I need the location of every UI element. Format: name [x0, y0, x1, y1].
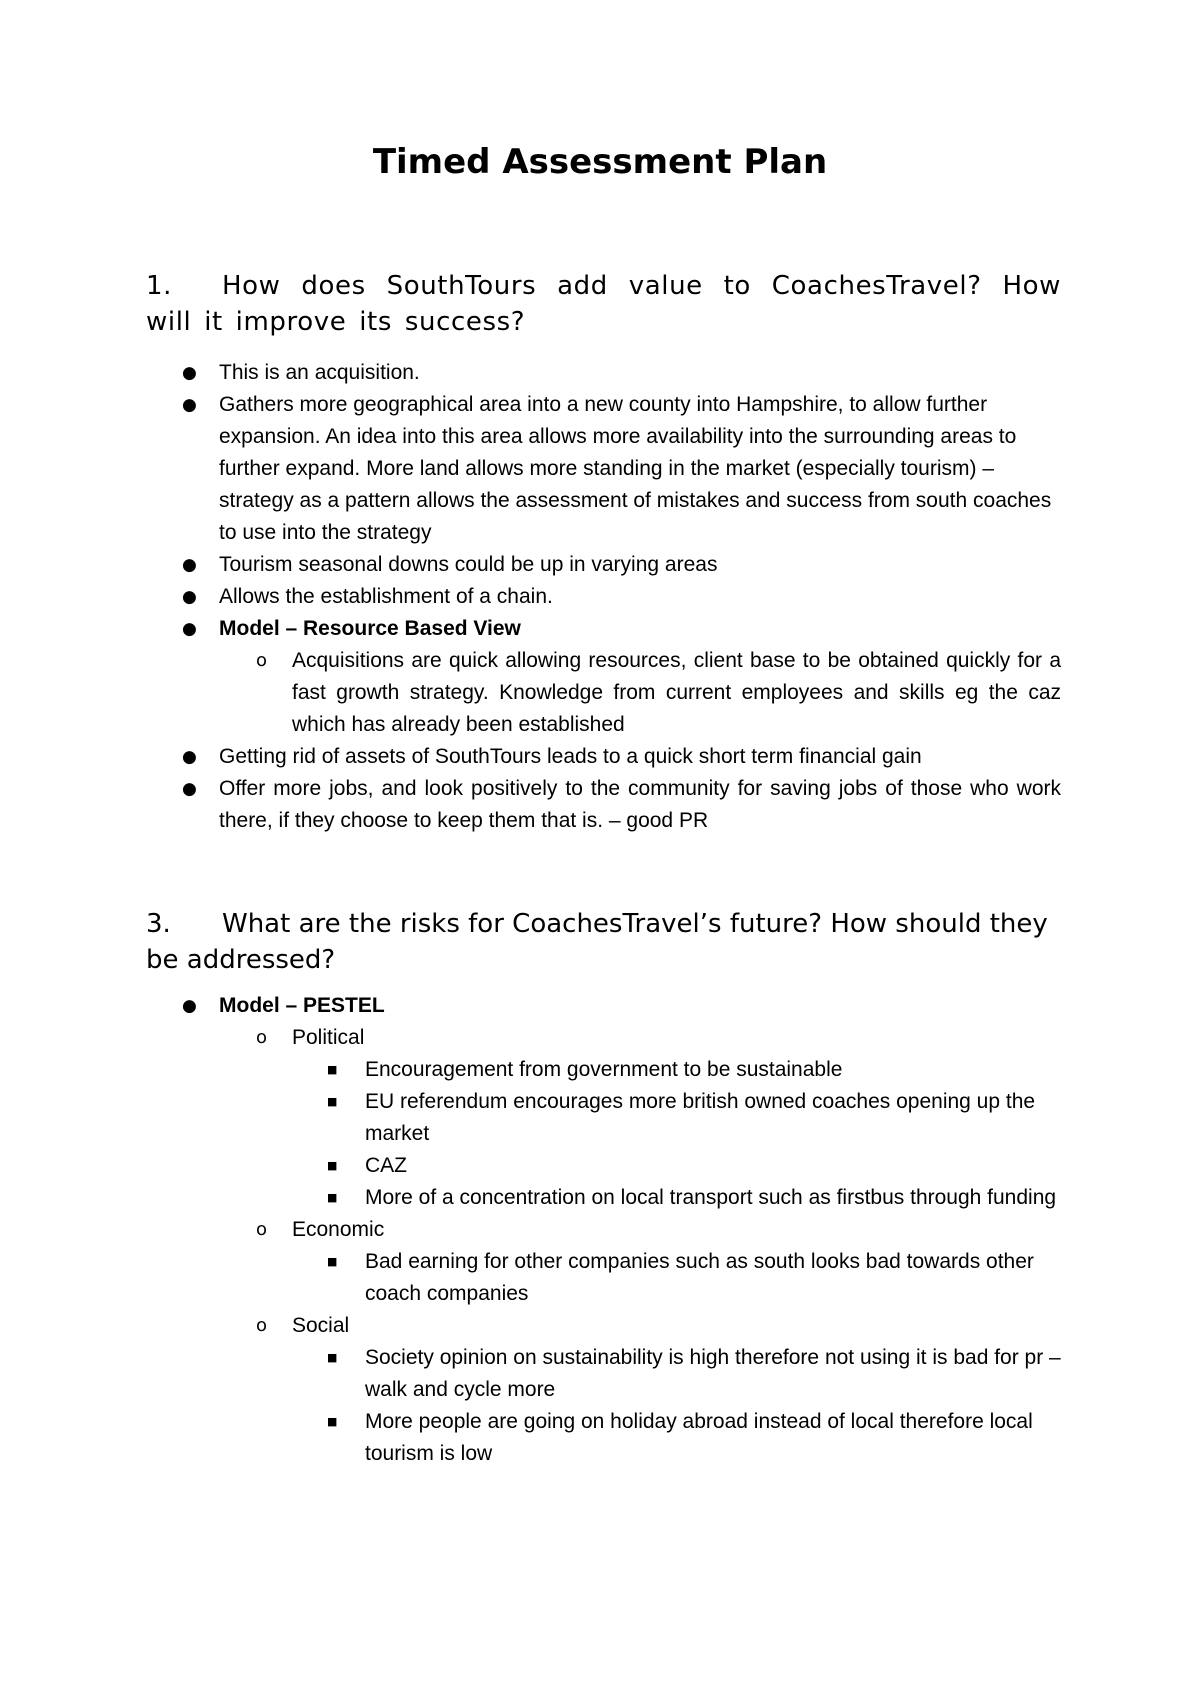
section-heading-text: What are the risks for CoachesTravel’s future? How should they be addressed? — [146, 909, 1048, 975]
list-item-model: ● Model – Resource Based View — [0, 613, 1061, 645]
square-bullet-icon: ■ — [327, 1351, 338, 1364]
list-item: ● Allows the establishment of a chain. — [0, 581, 1061, 613]
list-item: ● This is an acquisition. — [0, 357, 1061, 389]
circle-bullet-icon: o — [256, 1027, 268, 1048]
sub-list-item: o Acquisitions are quick allowing resources, client base to be obtained quickly for a fast growth strategy. Knowledge from current employees and skills eg the caz which has already been established — [0, 645, 1061, 741]
sub-sub-list-item: ■ EU referendum encourages more british owned coaches opening up the market — [0, 1086, 1061, 1150]
bullet-icon: ● — [182, 555, 197, 575]
list-item-model: ● Model – PESTEL — [0, 990, 1061, 1022]
sub-sub-list-item: ■ More people are going on holiday abroad instead of local therefore local tourism is low — [0, 1406, 1061, 1470]
list-item: ● Gathers more geographical area into a new county into Hampshire, to allow further expansion. An idea into this area allows more availability into the surrounding areas to further expand. More land allows more standing in the market (especially tourism) – strategy as a pattern allows the assessment of mistakes and success from south coaches to use into the strategy — [0, 389, 1061, 549]
sub-list-item-economic: o Economic — [0, 1214, 1061, 1246]
square-bullet-icon: ■ — [327, 1415, 338, 1428]
square-bullet-icon: ■ — [327, 1255, 338, 1268]
bullet-icon: ● — [182, 395, 197, 415]
circle-bullet-icon: o — [256, 1315, 268, 1336]
sub-list-item-political: o Political — [0, 1022, 1061, 1054]
bullet-icon: ● — [182, 619, 197, 639]
circle-bullet-icon: o — [256, 650, 268, 671]
page-title: Timed Assessment Plan — [372, 142, 828, 182]
sub-sub-list-item: ■ Bad earning for other companies such as south looks bad towards other coach companies — [0, 1246, 1061, 1310]
sub-sub-list-item: ■ Encouragement from government to be sustainable — [0, 1054, 1061, 1086]
list-item: ● Tourism seasonal downs could be up in varying areas — [0, 549, 1061, 581]
sub-sub-list-item: ■ More of a concentration on local transport such as firstbus through funding — [0, 1182, 1061, 1214]
section-3-heading — [146, 906, 1061, 978]
section-heading-text: How does SouthTours add value to CoachesTravel? How will it improve its success? — [146, 271, 1061, 337]
circle-bullet-icon: o — [256, 1219, 268, 1240]
section-3-list — [0, 990, 1200, 1470]
square-bullet-icon: ■ — [327, 1095, 338, 1108]
square-bullet-icon: ■ — [327, 1159, 338, 1172]
bullet-icon: ● — [182, 996, 197, 1016]
list-item: ● Getting rid of assets of SouthTours leads to a quick short term financial gain — [0, 741, 1061, 773]
bullet-icon: ● — [182, 363, 197, 383]
section-number: 3. — [146, 909, 171, 939]
bullet-icon: ● — [182, 747, 197, 767]
square-bullet-icon: ■ — [327, 1063, 338, 1076]
section-1-list — [0, 357, 1200, 837]
sub-sub-list-item: ■ Society opinion on sustainability is high therefore not using it is bad for pr – walk and cycle more — [0, 1342, 1061, 1406]
list-item: ● Offer more jobs, and look positively to the community for saving jobs of those who work there, if they choose to keep them that is. – good PR — [0, 773, 1061, 837]
sub-sub-list-item: ■ CAZ — [0, 1150, 1061, 1182]
section-1-heading — [146, 268, 1061, 340]
sub-list-item-social: o Social — [0, 1310, 1061, 1342]
bullet-icon: ● — [182, 779, 197, 799]
section-number: 1. — [146, 271, 173, 301]
square-bullet-icon: ■ — [327, 1191, 338, 1204]
bullet-icon: ● — [182, 587, 197, 607]
